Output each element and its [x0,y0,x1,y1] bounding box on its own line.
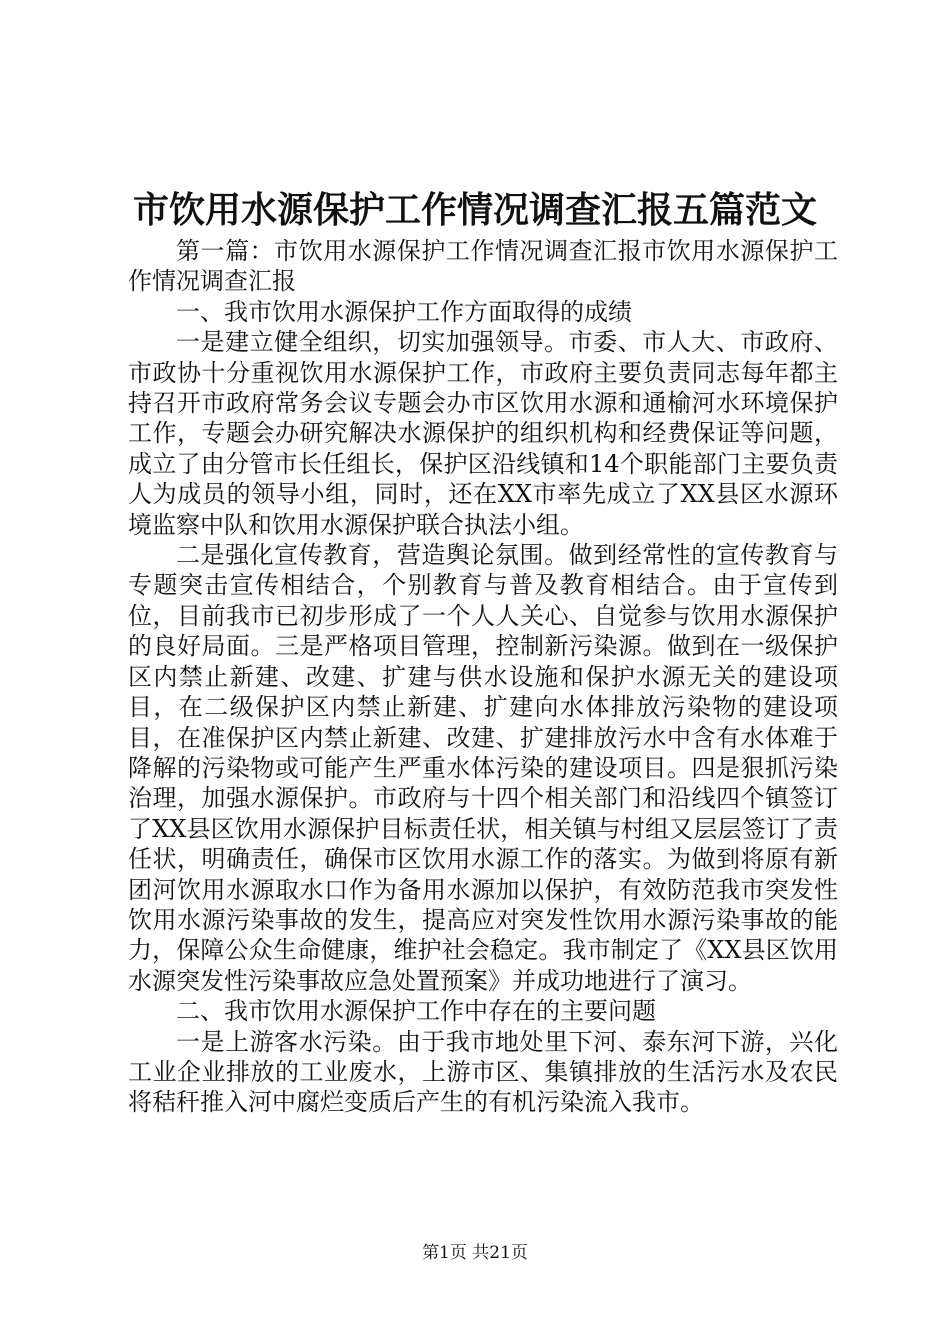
section-heading-achievements: 一、我市饮用水源保护工作方面取得的成绩 [176,297,632,326]
paragraph-publicity: 二是强化宣传教育，营造舆论氛围。做到经常性的宣传教育与专题突击宣传相结合，个别教育与普及教育相结合。由于宣传到位，目前我市已初步形成了一个人人关心、自觉参与饮用水源保护的良好局面。三是严格项目管理，控制新污染源。做到在一级保护区内禁止新建、改建、扩建与供水设施和保护水源无关的建设项目，在二级保护区内禁止新建、扩建向水体排放污染物的建设项目，在准保护区内禁止新建、改建、扩建排放污水中含有水体难于降解的污染物或可能产生严重水体污染的建设项目。四是狠抓污染治理，加强水源保护。市政府与十四个相关部门和沿线四个镇签订了XX县区饮用水源保护目标责任状，相关镇与村组又层层签订了责任状，明确责任，确保市区饮用水源工作的落实。为做到将原有新团河饮用水源取水口作为备用水源加以保护，有效防范我市突发性饮用水源污染事故的发生，提高应对突发性饮用水源污染事故的能力，保障公众生命健康，维护社会稳定。我市制定了《XX县区饮用水源突发性污染事故应急处置预案》并成功地进行了演习。 [128,541,838,995]
paragraph-upstream-pollution: 一是上游客水污染。由于我市地处里下河、泰东河下游，兴化工业企业排放的工业废水，上游市区、集镇排放的生活污水及农民将秸秆推入河中腐烂变质后产生的有机污染流入我市。 [128,1027,838,1117]
paragraph-organization: 一是建立健全组织，切实加强领导。市委、市人大、市政府、市政协十分重视饮用水源保护工作，市政府主要负责同志每年都主持召开市政府常务会议专题会办市区饮用水源和通榆河水环境保护工作，专题会办研究解决水源保护的组织机构和经费保证等问题，成立了由分管市长任组长，保护区沿线镇和14个职能部门主要负责人为成员的领导小组，同时，还在XX市率先成立了XX县区水源环境监察中队和饮用水源保护联合执法小组。 [128,328,838,539]
document-body [128,236,838,1118]
section-heading-problems: 二、我市饮用水源保护工作中存在的主要问题 [176,997,656,1026]
paragraph-intro: 第一篇：市饮用水源保护工作情况调查汇报市饮用水源保护工作情况调查汇报 [128,237,838,296]
page-number-footer: 第1页 共21页 [422,1243,528,1263]
document-title: 市饮用水源保护工作情况调查汇报五篇范文 [132,189,817,231]
